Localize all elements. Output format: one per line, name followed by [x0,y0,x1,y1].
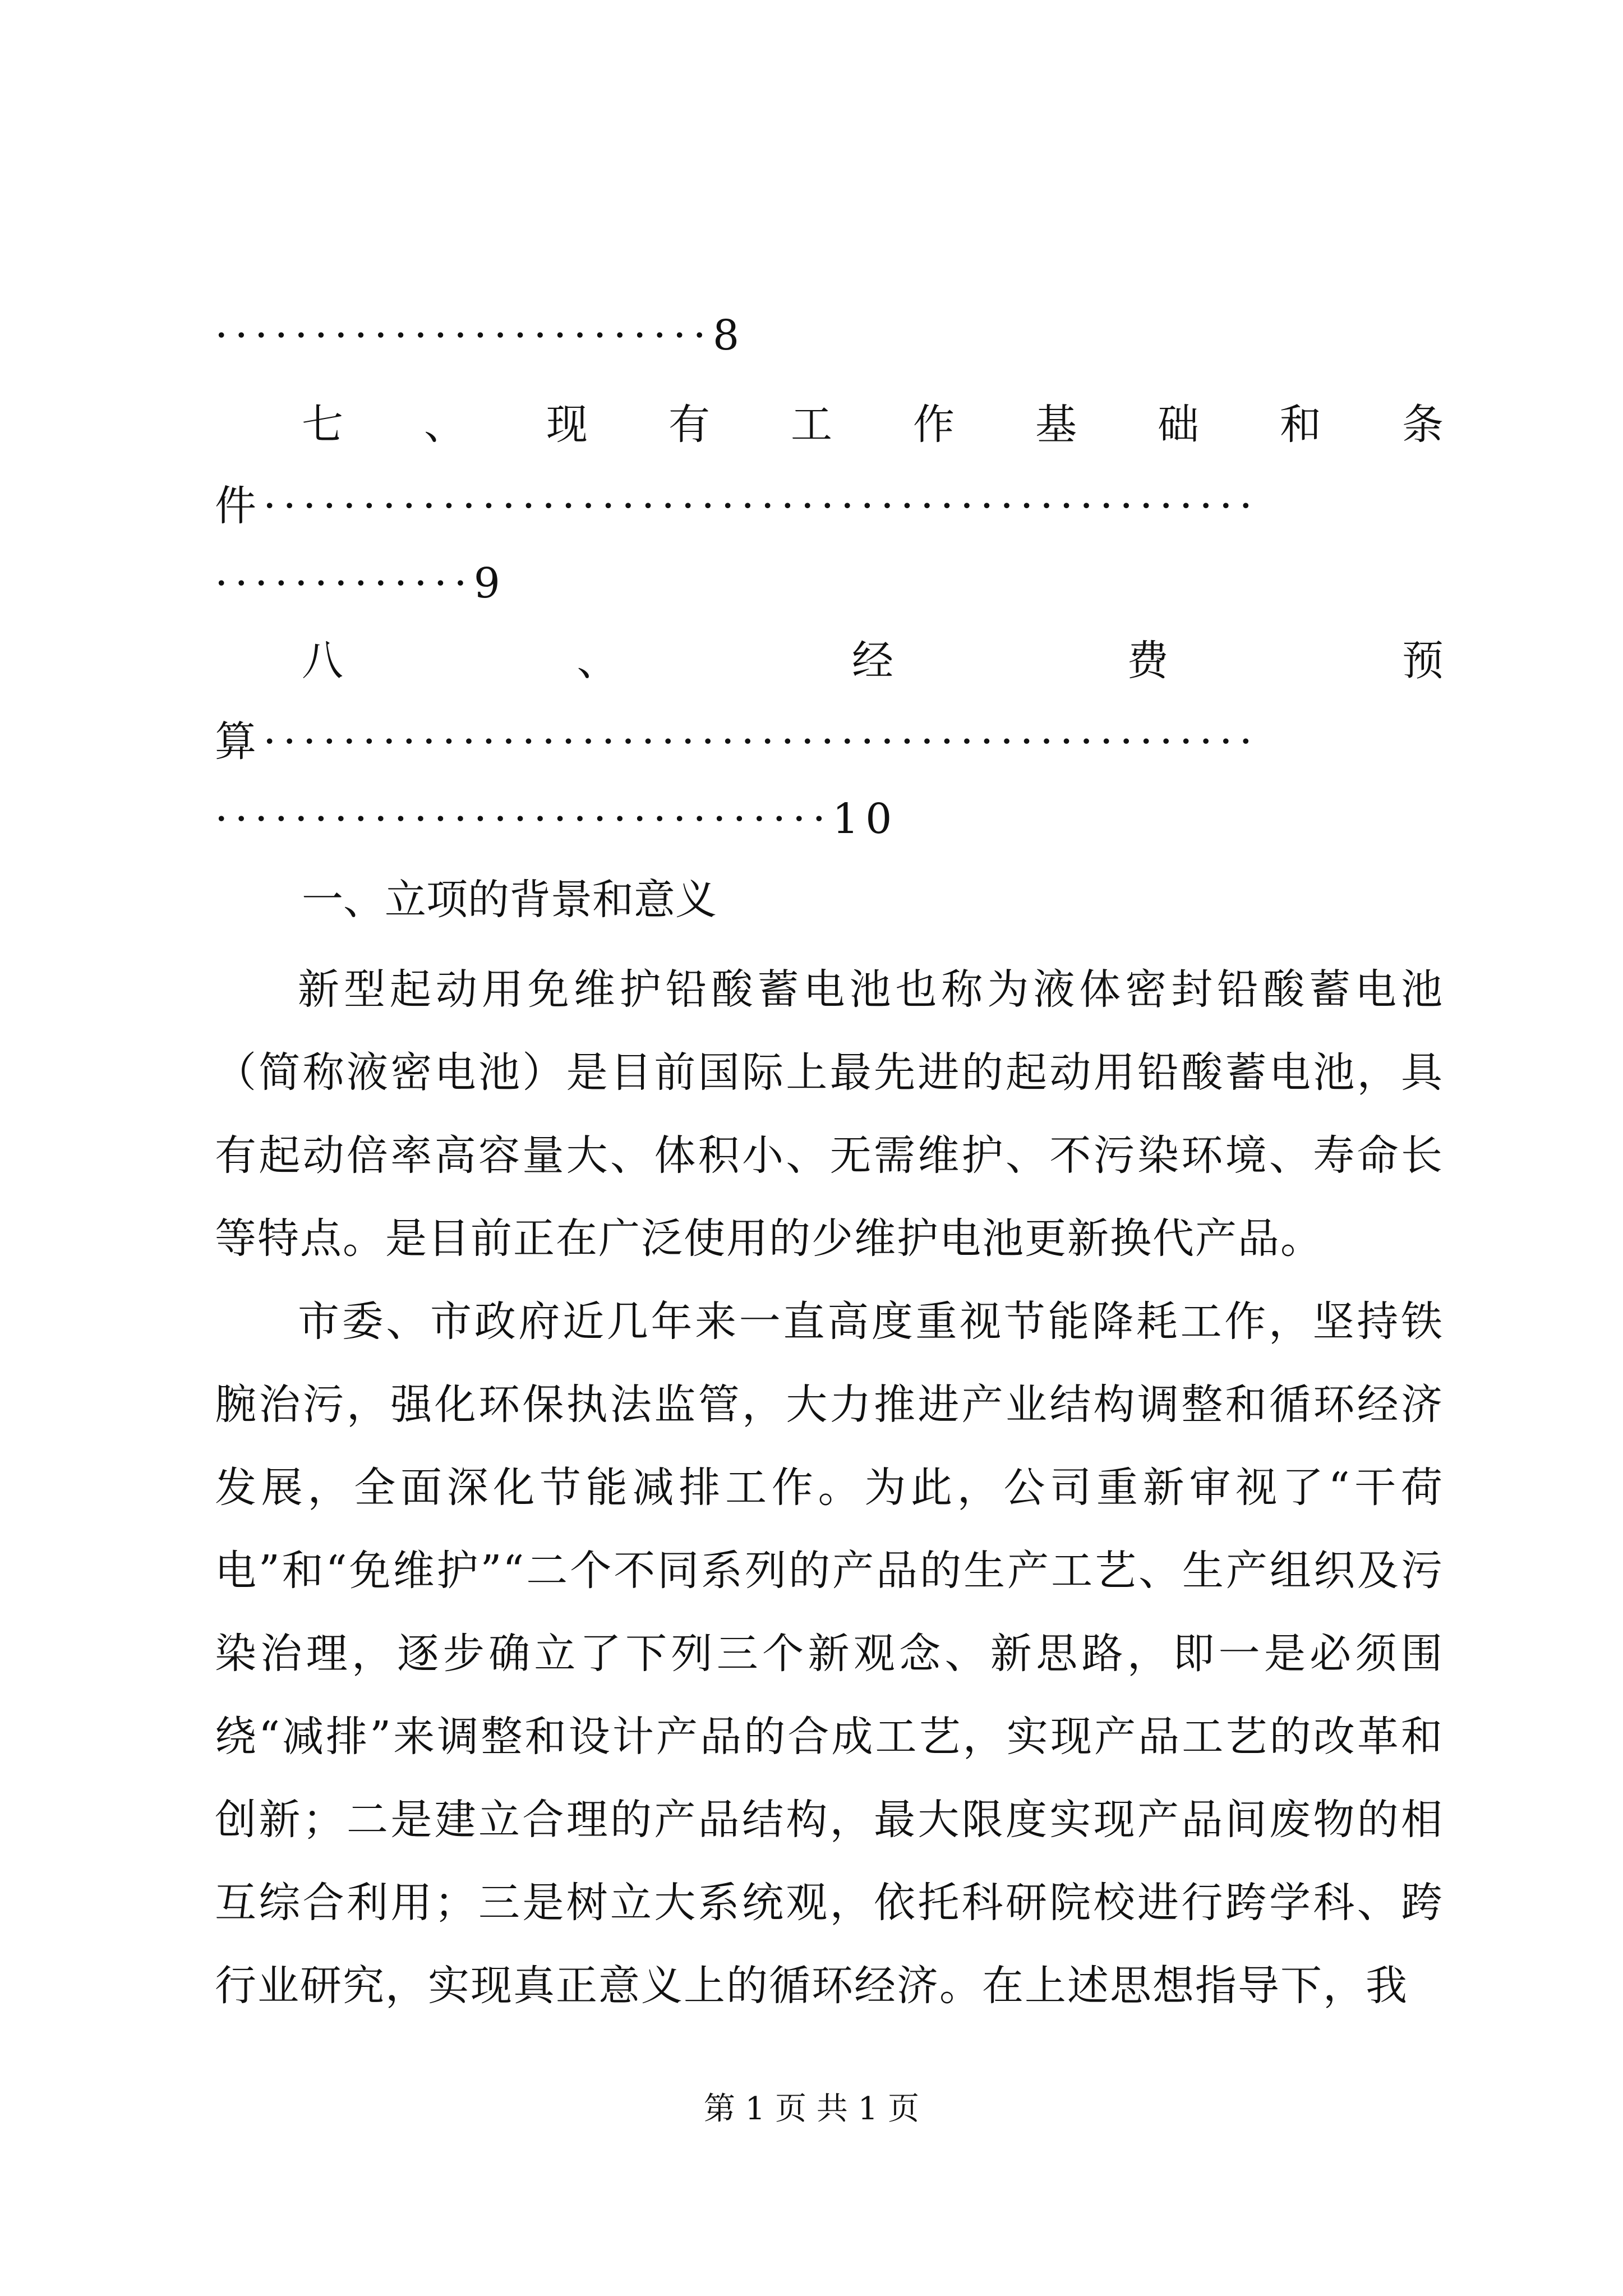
toc-heading-char: 八 [302,637,343,685]
toc-heading-char: 、 [424,401,465,449]
toc-heading-char: 经 [852,637,893,685]
toc-item-7-leader: 件·················································· [215,482,1260,530]
toc-heading-char: 、 [577,637,619,685]
body-paragraph: 新型起动用免维护铅酸蓄电池也称为液体密封铅酸蓄电池（简称液密电池）是目前国际上最先进的起动用铅酸蓄电池，具有起动倍率高容量大、体积小、无需维护、不污染环境、寿命长等特点。是目前正在广泛使用的少维护电池更新换代产品。 [215,965,1444,1263]
toc-heading-char: 现 [546,401,588,449]
toc-heading-char: 础 [1158,401,1199,449]
toc-heading-char: 工 [791,401,832,449]
toc-heading-char: 预 [1402,637,1444,685]
toc-heading-char: 七 [302,401,343,449]
body-paragraph: 市委、市政府近几年来一直高度重视节能降耗工作，坚持铁腕治污，强化环保执法监管，大力推进产业结构调整和循环经济发展，全面深化节能减排工作。为此，公司重新审视了“干荷电”和“免维护”“二个不同系列的产品的生产工艺、生产组织及污染治理，逐步确立了下列三个新观念、新思路，即一是必须围绕“减排”来调整和设计产品的合成工艺，实现产品工艺的改革和创新；二是建立合理的产品结构，最大限度实现产品间废物的相互综合利用；三是树立大系统观，依托科研院校进行跨学科、跨行业研究，实现真正意义上的循环经济。在上述思想指导下，我 [215,1297,1444,2010]
toc-heading-char: 条 [1402,401,1444,449]
toc-item-7[interactable] [215,397,1444,453]
toc-item-8[interactable] [215,633,1444,689]
toc-heading-char: 有 [668,401,710,449]
section-heading: 一、立项的背景和意义 [302,876,717,924]
toc-item-8-page: ·······························10 [215,795,899,843]
page-footer: 第 1 页 共 1 页 [703,2091,920,2127]
toc-heading-char: 费 [1127,637,1169,685]
toc-line-page-8: ·························8 [215,311,746,360]
toc-heading-char: 基 [1035,401,1077,449]
toc-heading-char: 作 [913,401,955,449]
toc-heading-char: 和 [1280,401,1321,449]
toc-item-8-leader: 算·················································· [215,717,1260,766]
toc-item-7-page: ·············9 [215,559,507,608]
